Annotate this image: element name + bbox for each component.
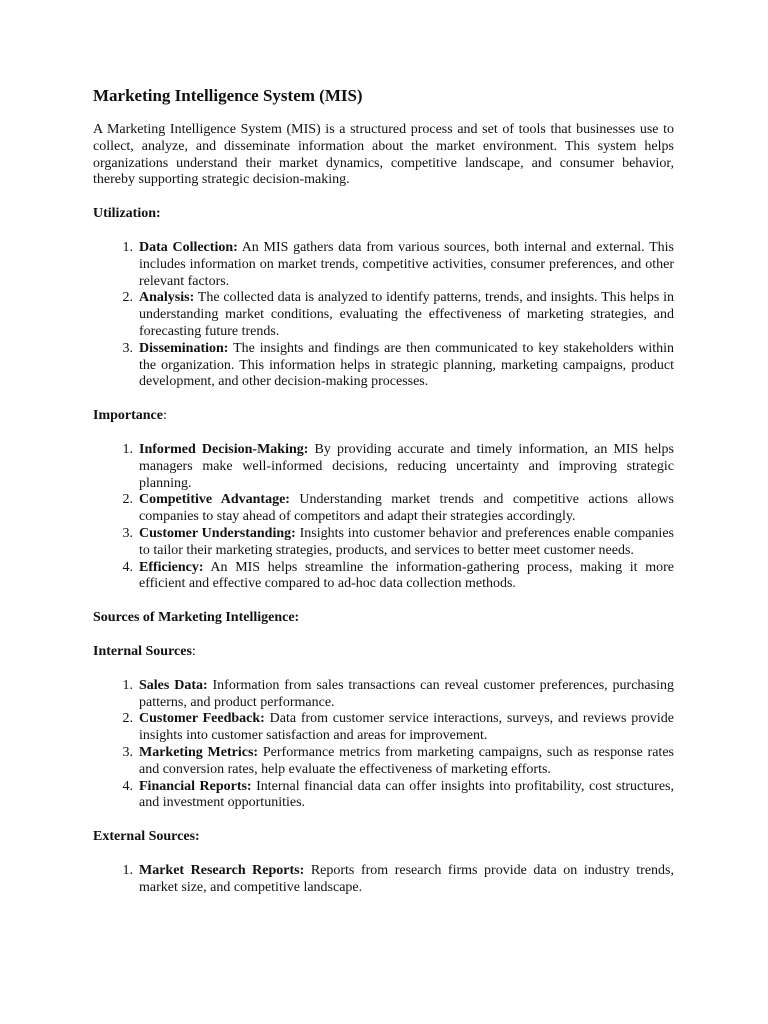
- list-number: 2.: [122, 711, 133, 727]
- list-text: Understanding market trends and competitive actions allows companies to stay ahead of competitors and adapt their strategies accordingly.: [139, 492, 674, 525]
- importance-list: [93, 442, 674, 593]
- importance-heading: [93, 408, 674, 425]
- list-number: 1.: [122, 677, 133, 693]
- list-number: 4.: [122, 778, 133, 794]
- importance-heading-label: Importance: [93, 408, 163, 424]
- list-item: [93, 678, 674, 712]
- importance-heading-colon: :: [163, 408, 167, 424]
- list-text: An MIS gathers data from various sources, both internal and external. This includes information on market trends, competitive activities, consumer preferences, and other relevant factors.: [139, 239, 674, 289]
- internal-sources-list: [93, 678, 674, 812]
- list-term: Market Research Reports:: [139, 862, 305, 878]
- list-term: Analysis:: [139, 290, 195, 306]
- list-item: [93, 711, 674, 745]
- external-sources-heading: External Sources:: [93, 829, 200, 845]
- list-item: [93, 779, 674, 813]
- utilization-heading: Utilization:: [93, 206, 161, 222]
- list-text: The collected data is analyzed to identify patterns, trends, and insights. This helps in understanding market conditions, evaluating the effectiveness of marketing strategies, and forecasting future trends.: [139, 290, 674, 339]
- list-number: 3.: [122, 340, 133, 356]
- internal-sources-heading-colon: :: [191, 643, 196, 659]
- internal-sources-heading: [93, 644, 674, 661]
- list-term: Competitive Advantage:: [139, 492, 290, 508]
- list-item: [93, 863, 674, 897]
- list-number: 1.: [122, 441, 133, 457]
- list-number: 4.: [122, 559, 133, 575]
- list-term: Financial Reports:: [139, 778, 252, 794]
- utilization-list: [93, 240, 674, 391]
- list-item: [93, 341, 674, 391]
- document-title: Marketing Intelligence System (MIS): [93, 86, 363, 105]
- external-sources-list: [93, 863, 674, 897]
- list-term: Customer Feedback:: [139, 711, 265, 727]
- list-term: Dissemination:: [139, 340, 229, 356]
- list-item: [93, 560, 674, 594]
- list-number: 3.: [122, 525, 133, 541]
- list-text: Insights into customer behavior and preferences enable companies to tailor their marketing strategies, products, and services to better meet customer needs.: [139, 525, 674, 558]
- document-page: [93, 86, 674, 913]
- list-text: Data from customer service interactions, surveys, and reviews provide insights into customer satisfaction and areas for improvement.: [139, 711, 675, 744]
- list-item: [93, 526, 674, 560]
- list-term: Efficiency:: [139, 559, 204, 575]
- sources-heading: Sources of Marketing Intelligence:: [93, 610, 300, 626]
- list-number: 1.: [122, 239, 133, 255]
- list-text: Information from sales transactions can reveal customer preferences, purchasing patterns, and product performance.: [139, 677, 674, 710]
- list-number: 3.: [122, 744, 133, 760]
- list-text: Reports from research firms provide data on industry trends, market size, and competitive landscape.: [139, 862, 674, 895]
- list-term: Sales Data:: [139, 677, 208, 693]
- list-item: [93, 240, 674, 290]
- list-term: Data Collection:: [139, 239, 238, 255]
- list-item: [93, 745, 674, 779]
- list-term: Marketing Metrics:: [139, 744, 259, 760]
- list-item: [93, 492, 674, 526]
- list-term: Informed Decision-Making:: [139, 441, 309, 457]
- list-text: By providing accurate and timely information, an MIS helps managers make well-informed decisions, reducing uncertainty and improving strategic planning.: [139, 441, 674, 491]
- list-number: 1.: [122, 862, 133, 878]
- list-item: [93, 442, 674, 492]
- intro-paragraph: A Marketing Intelligence System (MIS) is a structured process and set of tools that businesses use to collect, analyze, and disseminate information about the market environment. This system helps organizations understand their market dynamics, competitive landscape, and consumer behavior, thereby supporting strategic decision-making.: [93, 122, 674, 188]
- list-number: 2.: [122, 492, 133, 508]
- list-text: Internal financial data can offer insights into profitability, cost structures, and investment opportunities.: [139, 778, 674, 811]
- internal-sources-heading-label: Internal Sources: [93, 643, 192, 659]
- list-number: 2.: [122, 290, 133, 306]
- list-item: [93, 290, 674, 340]
- list-term: Customer Understanding:: [139, 525, 296, 541]
- list-text: The insights and findings are then communicated to key stakeholders within the organization. This information helps in strategic planning, marketing campaigns, product development, and other decision-making processes.: [139, 340, 674, 390]
- list-text: Performance metrics from marketing campaigns, such as response rates and conversion rates, help evaluate the effectiveness of marketing efforts.: [139, 744, 674, 777]
- list-text: An MIS helps streamline the information-gathering process, making it more efficient and effective compared to ad-hoc data collection methods.: [139, 559, 674, 592]
